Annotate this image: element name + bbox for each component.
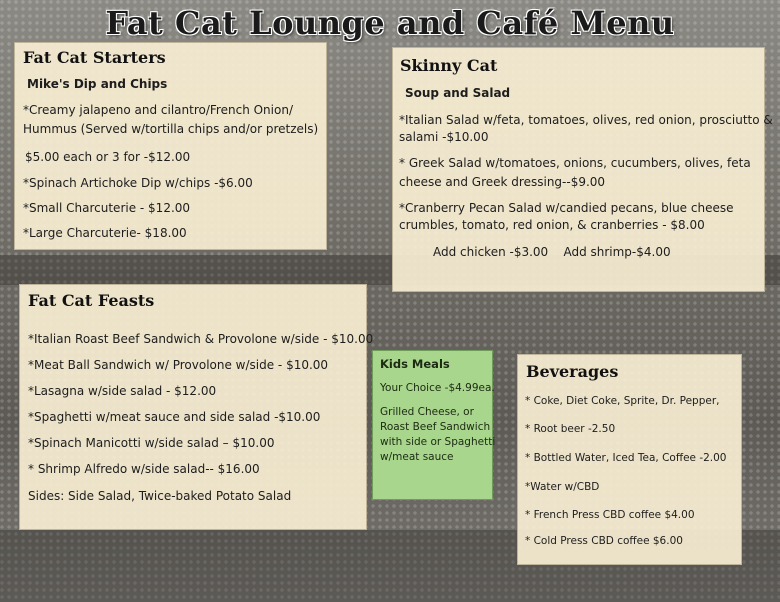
sides-line: Sides: Side Salad, Twice-baked Potato Salad: [28, 489, 292, 503]
kids-line: Your Choice -$4.99ea.: [380, 382, 495, 394]
list-item: *Meat Ball Sandwich w/ Provolone w/side - $10.00: [28, 358, 329, 372]
list-item: cheese and Greek dressing--$9.00: [399, 175, 606, 189]
skinny-cat-panel: [392, 47, 773, 292]
list-item: *Cranberry Pecan Salad w/candied pecans, blue cheese: [399, 201, 734, 215]
starters-subheading: Mike's Dip and Chips: [27, 77, 168, 91]
list-item: *Small Charcuterie - $12.00: [23, 201, 191, 215]
page-title: Fat Cat Lounge and Café Menu: [105, 4, 675, 42]
kids-line: with side or Spaghetti: [380, 436, 496, 448]
list-item: * Root beer -2.50: [525, 423, 616, 435]
starters-heading: Fat Cat Starters: [23, 48, 166, 67]
starters-panel: [14, 42, 327, 250]
list-item: *Spinach Manicotti w/side salad – $10.00: [28, 436, 275, 450]
list-item: crumbles, tomato, red onion, & cranberries - $8.00: [399, 218, 705, 232]
skinny-cat-subheading: Soup and Salad: [405, 86, 511, 100]
list-item: * Shrimp Alfredo w/side salad-- $16.00: [28, 462, 260, 476]
list-item: * French Press CBD coffee $4.00: [525, 509, 695, 521]
list-item: *Italian Roast Beef Sandwich & Provolone w/side - $10.00: [28, 332, 374, 346]
kids-meals-heading: Kids Meals: [380, 357, 450, 371]
list-item: * Bottled Water, Iced Tea, Coffee -2.00: [525, 452, 727, 464]
skinny-cat-heading: Skinny Cat: [400, 56, 498, 75]
list-item: * Greek Salad w/tomatoes, onions, cucumbers, olives, feta: [399, 156, 751, 170]
list-item: $5.00 each or 3 for -$12.00: [25, 150, 191, 164]
list-item: *Spinach Artichoke Dip w/chips -$6.00: [23, 176, 253, 190]
list-item: * Coke, Diet Coke, Sprite, Dr. Pepper,: [525, 395, 720, 407]
kids-line: w/meat sauce: [380, 451, 454, 463]
kids-line: Grilled Cheese, or: [380, 406, 474, 418]
kids-meals-panel: [372, 350, 496, 500]
list-item: salami -$10.00: [399, 130, 489, 144]
list-item: *Creamy jalapeno and cilantro/French Onion/: [23, 103, 293, 117]
list-item: * Cold Press CBD coffee $6.00: [525, 535, 683, 547]
kids-line: Roast Beef Sandwich: [380, 421, 491, 433]
feasts-panel: [19, 284, 374, 530]
beverages-panel: [517, 354, 742, 565]
list-item: *Lasagna w/side salad - $12.00: [28, 384, 217, 398]
list-item: *Italian Salad w/feta, tomatoes, olives, red onion, prosciutto &: [399, 113, 773, 127]
list-item: Hummus (Served w/tortilla chips and/or pretzels): [23, 122, 319, 136]
feasts-heading: Fat Cat Feasts: [28, 291, 155, 310]
list-item: *Large Charcuterie- $18.00: [23, 226, 187, 240]
beverages-heading: Beverages: [526, 362, 619, 381]
list-item: *Spaghetti w/meat sauce and side salad -$10.00: [28, 410, 321, 424]
list-item: *Water w/CBD: [525, 481, 600, 493]
add-on-prices: Add chicken -$3.00 Add shrimp-$4.00: [433, 245, 671, 259]
